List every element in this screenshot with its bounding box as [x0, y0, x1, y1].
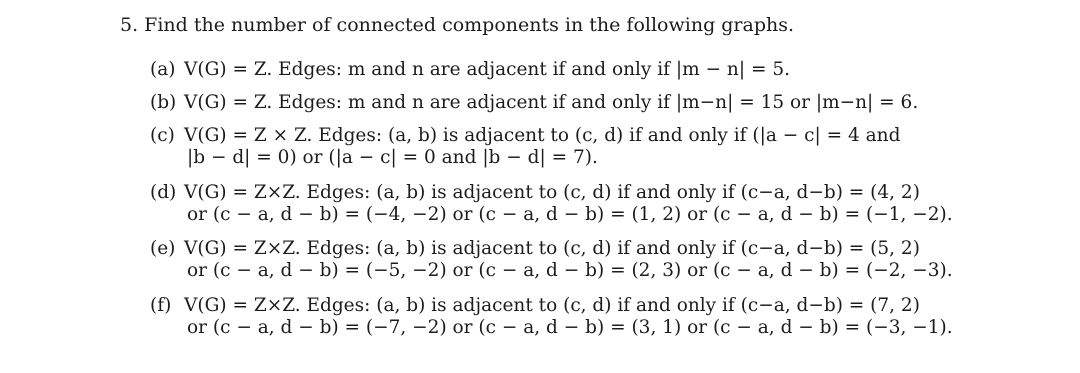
part-d-line2: or (c − a, d − b) = (−4, −2) or (c − a, d − b) = (1, 2) or (c − a, d − b) = (−1, −2). — [187, 204, 953, 225]
part-f-line1: V(G) = Z×Z. Edges: (a, b) is adjacent to (c, d) if and only if (c−a, d−b) = (7, 2) — [184, 295, 920, 316]
part-a — [150, 59, 790, 81]
part-a-line1: V(G) = Z. Edges: m and n are adjacent if and only if |m − n| = 5. — [184, 59, 790, 80]
part-b — [150, 92, 918, 114]
part-d-line1: V(G) = Z×Z. Edges: (a, b) is adjacent to (c, d) if and only if (c−a, d−b) = (4, 2) — [184, 182, 920, 203]
part-b-label: (b) — [150, 92, 177, 113]
part-c — [150, 125, 900, 169]
part-b-line1: V(G) = Z. Edges: m and n are adjacent if and only if |m−n| = 15 or |m−n| = 6. — [184, 92, 919, 113]
part-f-label: (f) — [150, 295, 172, 316]
part-d — [150, 182, 953, 226]
problem-heading: 5. Find the number of connected components in the following graphs. — [120, 14, 795, 36]
part-c-line2: |b − d| = 0) or (|a − c| = 0 and |b − d| = 7). — [187, 147, 598, 168]
part-e — [150, 238, 953, 282]
part-e-line1: V(G) = Z×Z. Edges: (a, b) is adjacent to (c, d) if and only if (c−a, d−b) = (5, 2) — [184, 238, 920, 259]
part-f — [150, 295, 953, 339]
part-a-label: (a) — [150, 59, 176, 80]
part-c-label: (c) — [150, 125, 175, 146]
part-e-label: (e) — [150, 238, 176, 259]
part-e-line2: or (c − a, d − b) = (−5, −2) or (c − a, d − b) = (2, 3) or (c − a, d − b) = (−2, −3). — [187, 260, 953, 281]
part-f-line2: or (c − a, d − b) = (−7, −2) or (c − a, d − b) = (3, 1) or (c − a, d − b) = (−3, −1). — [187, 317, 953, 338]
part-d-label: (d) — [150, 182, 177, 203]
part-c-line1: V(G) = Z × Z. Edges: (a, b) is adjacent to (c, d) if and only if (|a − c| = 4 and — [184, 125, 901, 146]
